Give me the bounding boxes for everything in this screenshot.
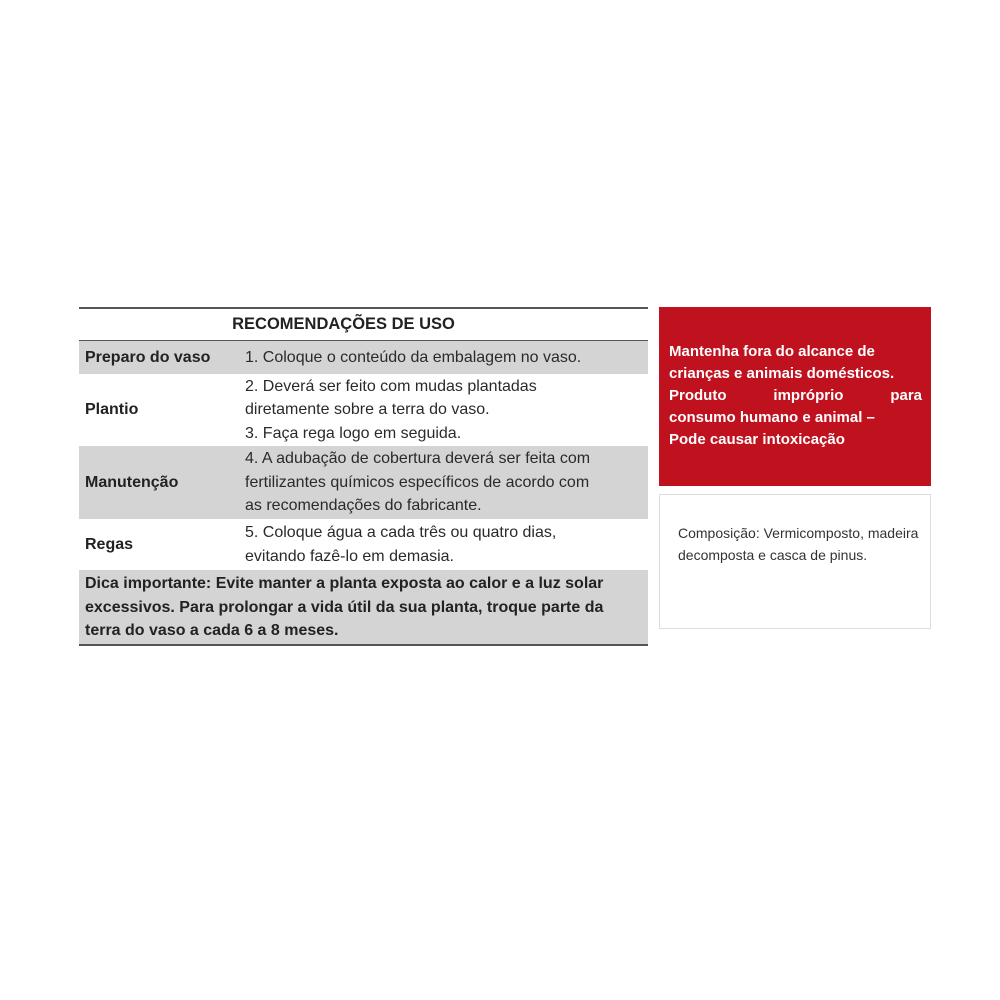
warning-box (659, 307, 931, 486)
warning-word: impróprio (773, 387, 844, 404)
warning-line: Pode causar intoxicação (669, 431, 845, 448)
tip-line: Dica importante: Evite manter a planta exposta ao calor e a luz solar (85, 575, 604, 592)
composition-box (659, 494, 931, 629)
row-text (245, 447, 648, 518)
table-row-plantio (79, 374, 648, 446)
row-label: Regas (85, 535, 134, 553)
warning-line (669, 385, 922, 407)
warning-word: Produto (669, 387, 727, 404)
important-tip (79, 570, 648, 644)
row-label: Manutenção (85, 473, 179, 491)
row-text-line: fertilizantes químicos específicos de acordo com (245, 473, 590, 491)
tip-line: terra do vaso a cada 6 a 8 meses. (85, 622, 339, 639)
table-row-manutencao (79, 446, 648, 519)
row-text (245, 346, 648, 370)
table-row-preparo (79, 341, 648, 374)
usage-recommendations-table (79, 307, 648, 646)
row-label: Preparo do vaso (85, 348, 211, 366)
warning-word: para (890, 387, 922, 404)
warning-line: Mantenha fora do alcance de (669, 343, 875, 360)
warning-line: crianças e animais domésticos. (669, 365, 895, 382)
composition-text: Composição: Vermicomposto, madeira decomposta e casca de pinus. (678, 525, 919, 563)
row-text-line: 3. Faça rega logo em seguida. (245, 424, 462, 442)
row-text (245, 521, 648, 568)
row-text-line: evitando fazê-lo em demasia. (245, 547, 454, 565)
table-title: RECOMENDAÇÕES DE USO (79, 309, 648, 341)
row-text-line: 2. Deverá ser feito com mudas plantadas (245, 377, 537, 395)
warning-line: consumo humano e animal – (669, 409, 875, 426)
row-label: Plantio (85, 401, 139, 418)
row-text-line: 1. Coloque o conteúdo da embalagem no vaso. (245, 348, 582, 366)
tip-line: excessivos. Para prolongar a vida útil da sua planta, troque parte da (85, 598, 604, 616)
row-text-line: 5. Coloque água a cada três ou quatro dias, (245, 524, 557, 541)
row-text (245, 375, 648, 446)
row-text-line: diretamente sobre a terra do vaso. (245, 401, 490, 419)
row-text-line: 4. A adubação de cobertura deverá ser feita com (245, 450, 591, 468)
row-text-line: as recomendações do fabricante. (245, 497, 482, 515)
table-row-regas (79, 519, 648, 570)
